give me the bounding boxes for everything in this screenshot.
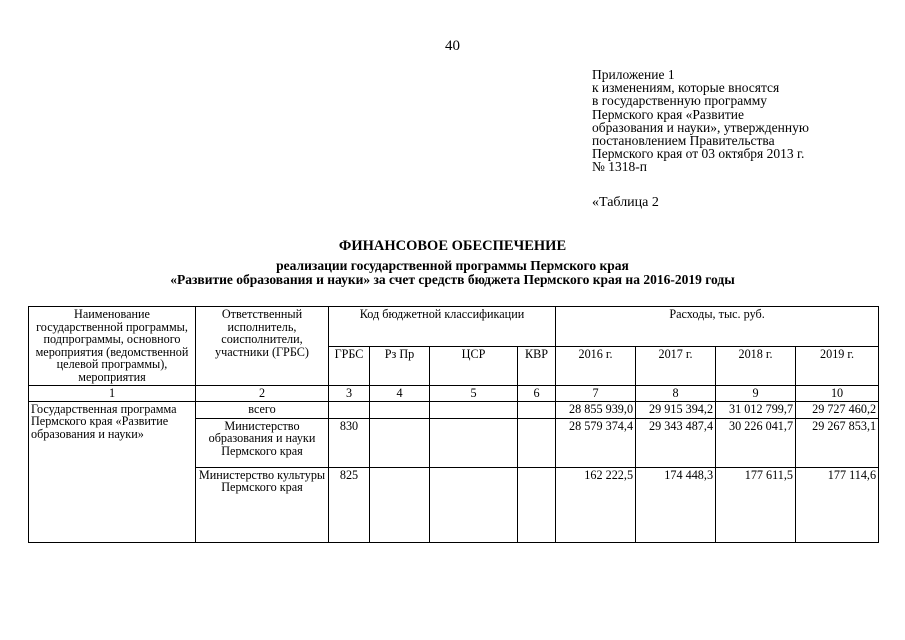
value-2019-cell: 29 267 853,1 (796, 418, 879, 467)
rzpr-cell (370, 467, 430, 542)
value-2017-cell: 174 448,3 (636, 467, 716, 542)
column-number: 3 (329, 386, 370, 402)
csr-cell (430, 467, 518, 542)
document-subtitle (0, 259, 905, 286)
subtitle-line-2: «Развитие образования и науки» за счет средств бюджета Пермского края на 2016-2019 годы (170, 271, 735, 287)
value-2016-cell: 162 222,5 (556, 467, 636, 542)
column-number: 5 (430, 386, 518, 402)
executor-cell: Министерство культуры Пермского края (196, 467, 329, 542)
grbs-cell: 830 (329, 418, 370, 467)
header-grbs: ГРБС (329, 346, 370, 386)
header-program-name: Наименование государственной программы, подпрограммы, основного мероприятия (ведомственной целевой программы), мероприятия (29, 307, 196, 386)
header-2018: 2018 г. (716, 346, 796, 386)
grbs-cell: 825 (329, 467, 370, 542)
value-2019-cell: 29 727 460,2 (796, 401, 879, 418)
subtitle-line-1: реализации государственной программы Пермского края (276, 258, 629, 273)
value-2019-cell: 177 114,6 (796, 467, 879, 542)
table-row (29, 401, 879, 418)
value-2017-cell: 29 343 487,4 (636, 418, 716, 467)
kvr-cell (518, 401, 556, 418)
column-number: 4 (370, 386, 430, 402)
grbs-cell (329, 401, 370, 418)
executor-cell: Министерство образования и науки Пермского края (196, 418, 329, 467)
appendix-note (592, 68, 882, 174)
header-expenses: Расходы, тыс. руб. (556, 307, 879, 347)
executor-cell: всего (196, 401, 329, 418)
appendix-line: в государственную программу (592, 93, 768, 109)
csr-cell (430, 418, 518, 467)
appendix-line: Пермского края «Развитие (592, 106, 744, 122)
csr-cell (430, 401, 518, 418)
appendix-line: к изменениям, которые вносятся (592, 80, 780, 96)
appendix-line: Пермского края от 03 октября 2013 г. (592, 146, 805, 162)
column-number: 1 (29, 386, 196, 402)
financing-table (28, 306, 879, 543)
header-budget-code: Код бюджетной классификации (329, 307, 556, 347)
value-2016-cell: 28 579 374,4 (556, 418, 636, 467)
header-executor: Ответственный исполнитель, соисполнители, участники (ГРБС) (196, 307, 329, 386)
appendix-line: № 1318-п (592, 159, 647, 175)
value-2018-cell: 30 226 041,7 (716, 418, 796, 467)
value-2016-cell: 28 855 939,0 (556, 401, 636, 418)
appendix-line: постановлением Правительства (592, 133, 775, 149)
header-row-1 (29, 307, 879, 347)
appendix-line: Приложение 1 (592, 67, 675, 82)
table-reference: «Таблица 2 (592, 195, 659, 210)
value-2017-cell: 29 915 394,2 (636, 401, 716, 418)
header-rzpr: Рз Пр (370, 346, 430, 386)
value-2018-cell: 177 611,5 (716, 467, 796, 542)
column-number-row (29, 386, 879, 402)
appendix-line: образования и науки», утвержденную (592, 119, 809, 135)
page-number: 40 (445, 38, 460, 54)
header-csr: ЦСР (430, 346, 518, 386)
column-number: 8 (636, 386, 716, 402)
header-2019: 2019 г. (796, 346, 879, 386)
column-number: 6 (518, 386, 556, 402)
column-number: 2 (196, 386, 329, 402)
kvr-cell (518, 418, 556, 467)
column-number: 7 (556, 386, 636, 402)
kvr-cell (518, 467, 556, 542)
document-title: ФИНАНСОВОЕ ОБЕСПЕЧЕНИЕ (338, 238, 567, 254)
rzpr-cell (370, 401, 430, 418)
header-2016: 2016 г. (556, 346, 636, 386)
column-number: 9 (716, 386, 796, 402)
column-number: 10 (796, 386, 879, 402)
program-name-cell: Государственная программа Пермского края «Развитие образования и науки» (29, 401, 196, 542)
value-2018-cell: 31 012 799,7 (716, 401, 796, 418)
header-2017: 2017 г. (636, 346, 716, 386)
rzpr-cell (370, 418, 430, 467)
header-kvr: КВР (518, 346, 556, 386)
